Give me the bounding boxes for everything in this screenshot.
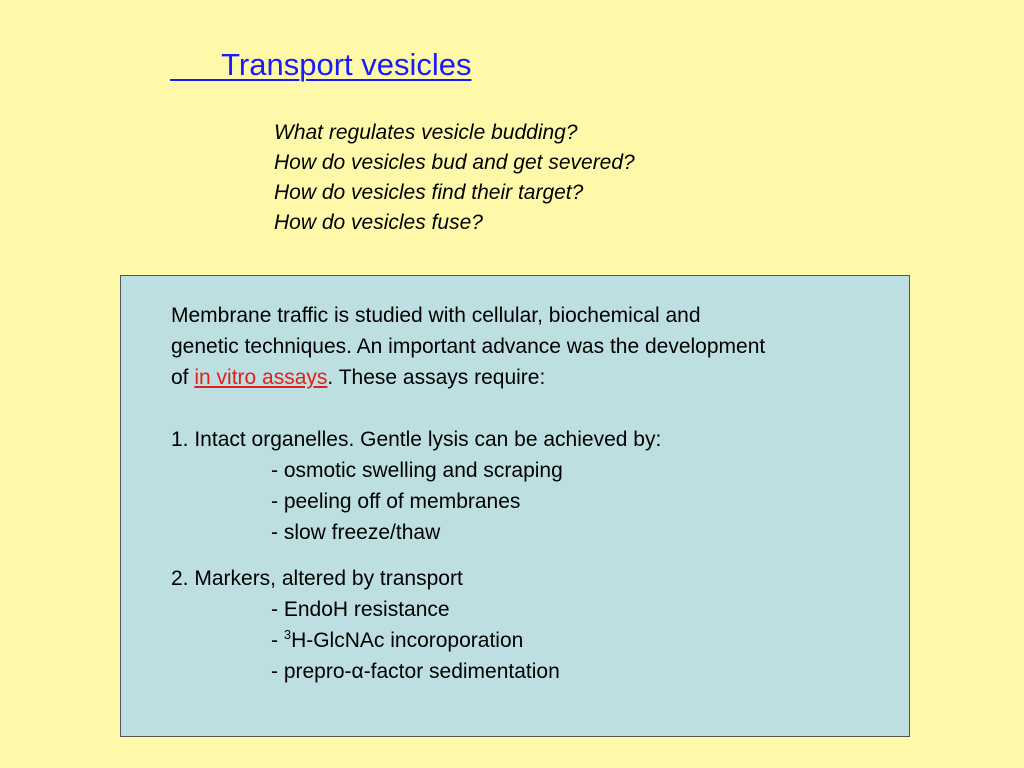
question-item: What regulates vesicle budding? [274, 121, 578, 144]
subitem-prefix: - [271, 629, 284, 652]
in-vitro-assays-link[interactable]: in vitro assays [194, 366, 328, 389]
superscript-3: 3 [283, 627, 292, 642]
alpha-symbol: α [351, 660, 364, 683]
list-subitem [171, 625, 901, 656]
subitem-suffix: -factor sedimentation [363, 660, 560, 683]
intro-line: genetic techniques. An important advance was the development [171, 335, 766, 358]
question-list [274, 118, 635, 238]
list-subitem: - slow freeze/thaw [271, 521, 441, 544]
subitem-text: H-GlcNAc incoroporation [291, 629, 524, 652]
info-box-content [171, 300, 901, 687]
question-item: How do vesicles find their target? [274, 181, 584, 204]
list-subitem: - osmotic swelling and scraping [271, 459, 563, 482]
list-item-heading: 2. Markers, altered by transport [171, 567, 463, 590]
list-subitem [171, 656, 901, 687]
info-box [120, 275, 910, 737]
question-item: How do vesicles bud and get severed? [274, 151, 635, 174]
list-subitem: - peeling off of membranes [271, 490, 521, 513]
question-item: How do vesicles fuse? [274, 211, 483, 234]
intro-prefix: of [171, 366, 195, 389]
list-item-heading: 1. Intact organelles. Gentle lysis can be achieved by: [171, 428, 662, 451]
intro-suffix: . These assays require: [327, 366, 546, 389]
intro-line: Membrane traffic is studied with cellular, biochemical and [171, 304, 701, 327]
subitem-prefix: - prepro- [271, 660, 352, 683]
list-subitem: - EndoH resistance [271, 598, 450, 621]
slide-title: Transport vesicles [170, 47, 472, 82]
intro-line [171, 362, 901, 393]
intro-paragraph [171, 300, 901, 393]
